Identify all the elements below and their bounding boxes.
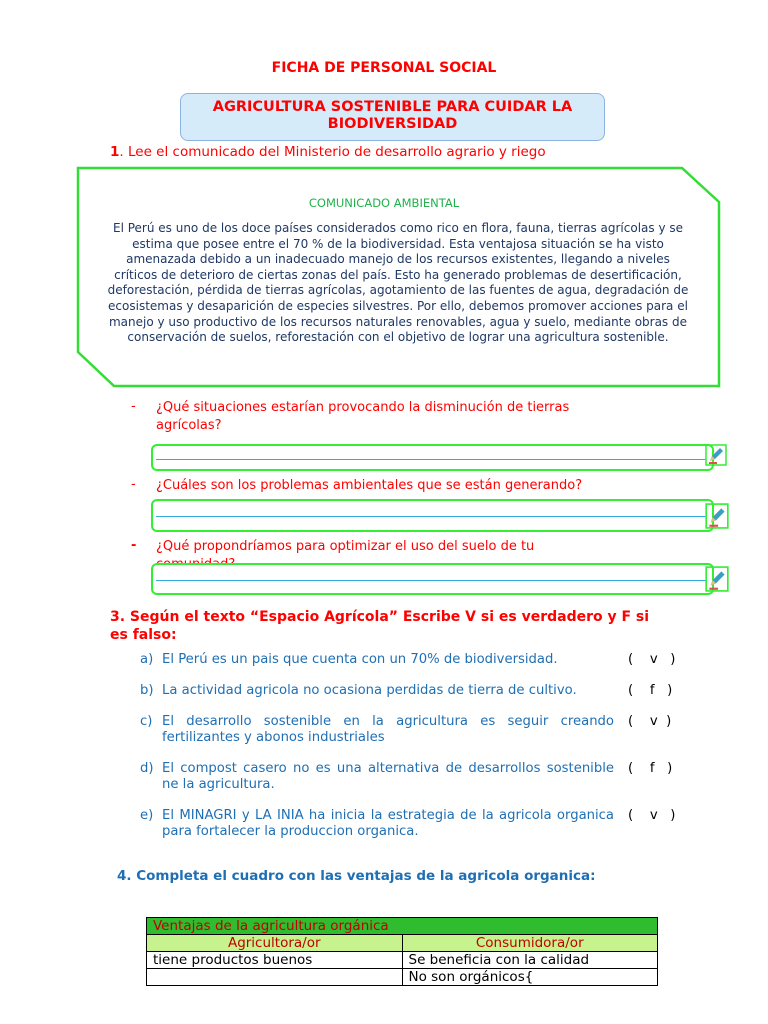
item-answer[interactable]: ( f ) xyxy=(628,683,673,698)
question-a-text: ¿Qué situaciones estarían provocando la disminución de tierras agrícolas? xyxy=(156,400,570,433)
item-letter: d) xyxy=(140,761,154,776)
item-letter: c) xyxy=(140,714,153,729)
item-answer[interactable]: ( v ) xyxy=(628,714,672,729)
table-header-row xyxy=(147,918,658,935)
question-1 xyxy=(110,144,546,160)
page-title: FICHA DE PERSONAL SOCIAL xyxy=(271,60,497,76)
list-item xyxy=(140,652,685,670)
question-dash: - xyxy=(131,477,136,492)
item-letter: a) xyxy=(140,652,154,667)
list-item xyxy=(140,761,685,795)
item-answer[interactable]: ( f ) xyxy=(628,761,673,776)
pencil-icon xyxy=(705,444,727,466)
answer-box-a[interactable] xyxy=(151,444,714,471)
table-cell[interactable]: No son orgánicos{ xyxy=(402,969,658,986)
table-subheader-row xyxy=(147,935,658,952)
answer-line-a xyxy=(156,459,706,460)
column-header: Agricultora/or xyxy=(147,935,403,952)
answer-line-c xyxy=(156,580,706,581)
item-text: El desarrollo sostenible en la agricultura es seguir creando fertilizantes y abonos industriales xyxy=(162,714,614,745)
item-text: El compost casero no es una alternativa de desarrollos sostenible ne la agricultura. xyxy=(162,761,614,792)
question-c-text: ¿Qué propondríamos para optimizar el uso del suelo de tu xyxy=(156,539,535,554)
question-4-title: 4. Completa el cuadro con las ventajas de la agricola organica: xyxy=(117,868,596,884)
question-1-text: . Lee el comunicado del Ministerio de desarrollo agrario y riego xyxy=(119,144,546,160)
item-letter: b) xyxy=(140,683,154,698)
answer-box-c[interactable] xyxy=(151,563,714,595)
table-row xyxy=(147,952,658,969)
table-row xyxy=(147,969,658,986)
item-text: La actividad agricola no ocasiona perdidas de tierra de cultivo. xyxy=(162,683,577,698)
item-text: El Perú es un pais que cuenta con un 70% de biodiversidad. xyxy=(162,652,558,667)
comunicado-title: COMUNICADO AMBIENTAL xyxy=(308,196,460,210)
pencil-icon xyxy=(705,503,729,529)
table-cell[interactable] xyxy=(147,969,403,986)
advantages-table xyxy=(146,917,658,986)
question-b-text: ¿Cuáles son los problemas ambientales que se están generando? xyxy=(156,478,583,493)
question-1-number: 1 xyxy=(110,144,120,160)
question-dash: - xyxy=(131,399,136,414)
item-text: El MINAGRI y LA INIA ha inicia la estrategia de la agricola organica para fortalecer la produccion organica. xyxy=(162,808,614,839)
item-answer[interactable]: ( v ) xyxy=(628,808,676,823)
pencil-icon xyxy=(705,566,729,592)
list-item xyxy=(140,808,685,842)
table-title: Ventajas de la agricultura orgánica xyxy=(147,918,658,935)
table-cell[interactable]: Se beneficia con la calidad xyxy=(402,952,658,969)
question-3-title: 3. Según el texto “Espacio Agrícola” Escribe V si es verdadero y F si es falso: xyxy=(110,609,650,643)
item-answer[interactable]: ( v ) xyxy=(628,652,676,667)
topic-banner: AGRICULTURA SOSTENIBLE PARA CUIDAR LA BIODIVERSIDAD xyxy=(180,93,605,141)
comunicado-body: El Perú es uno de los doce países considerados como rico en flora, fauna, tierras agrícolas y se estima que posee entre el 70 % de la biodiversidad. Esta ventajosa situación se ha visto amenazada debido a un inadecuado manejo de los recursos existentes, llegando a niveles críticos de deterioro de ciertas zonas del país. Esto ha generado problemas de desertificación, deforestación, pérdida de tierras agrícolas, agotamiento de las fuentes de agua, degradación de ecosistemas y desaparición de especies silvestres. Por ello, debemos promover acciones para el manejo y uso productivo de los recursos naturales renovables, agua y suelo, mediante obras de conservación de suelos, reforestación con el objetivo de lograr una agricultura sostenible. xyxy=(107,221,689,345)
list-item xyxy=(140,714,685,748)
column-header: Consumidora/or xyxy=(402,935,658,952)
answer-line-b xyxy=(156,516,706,517)
item-letter: e) xyxy=(140,808,154,823)
list-item xyxy=(140,683,685,701)
question-dash: - xyxy=(131,538,137,553)
table-cell[interactable]: tiene productos buenos xyxy=(147,952,403,969)
